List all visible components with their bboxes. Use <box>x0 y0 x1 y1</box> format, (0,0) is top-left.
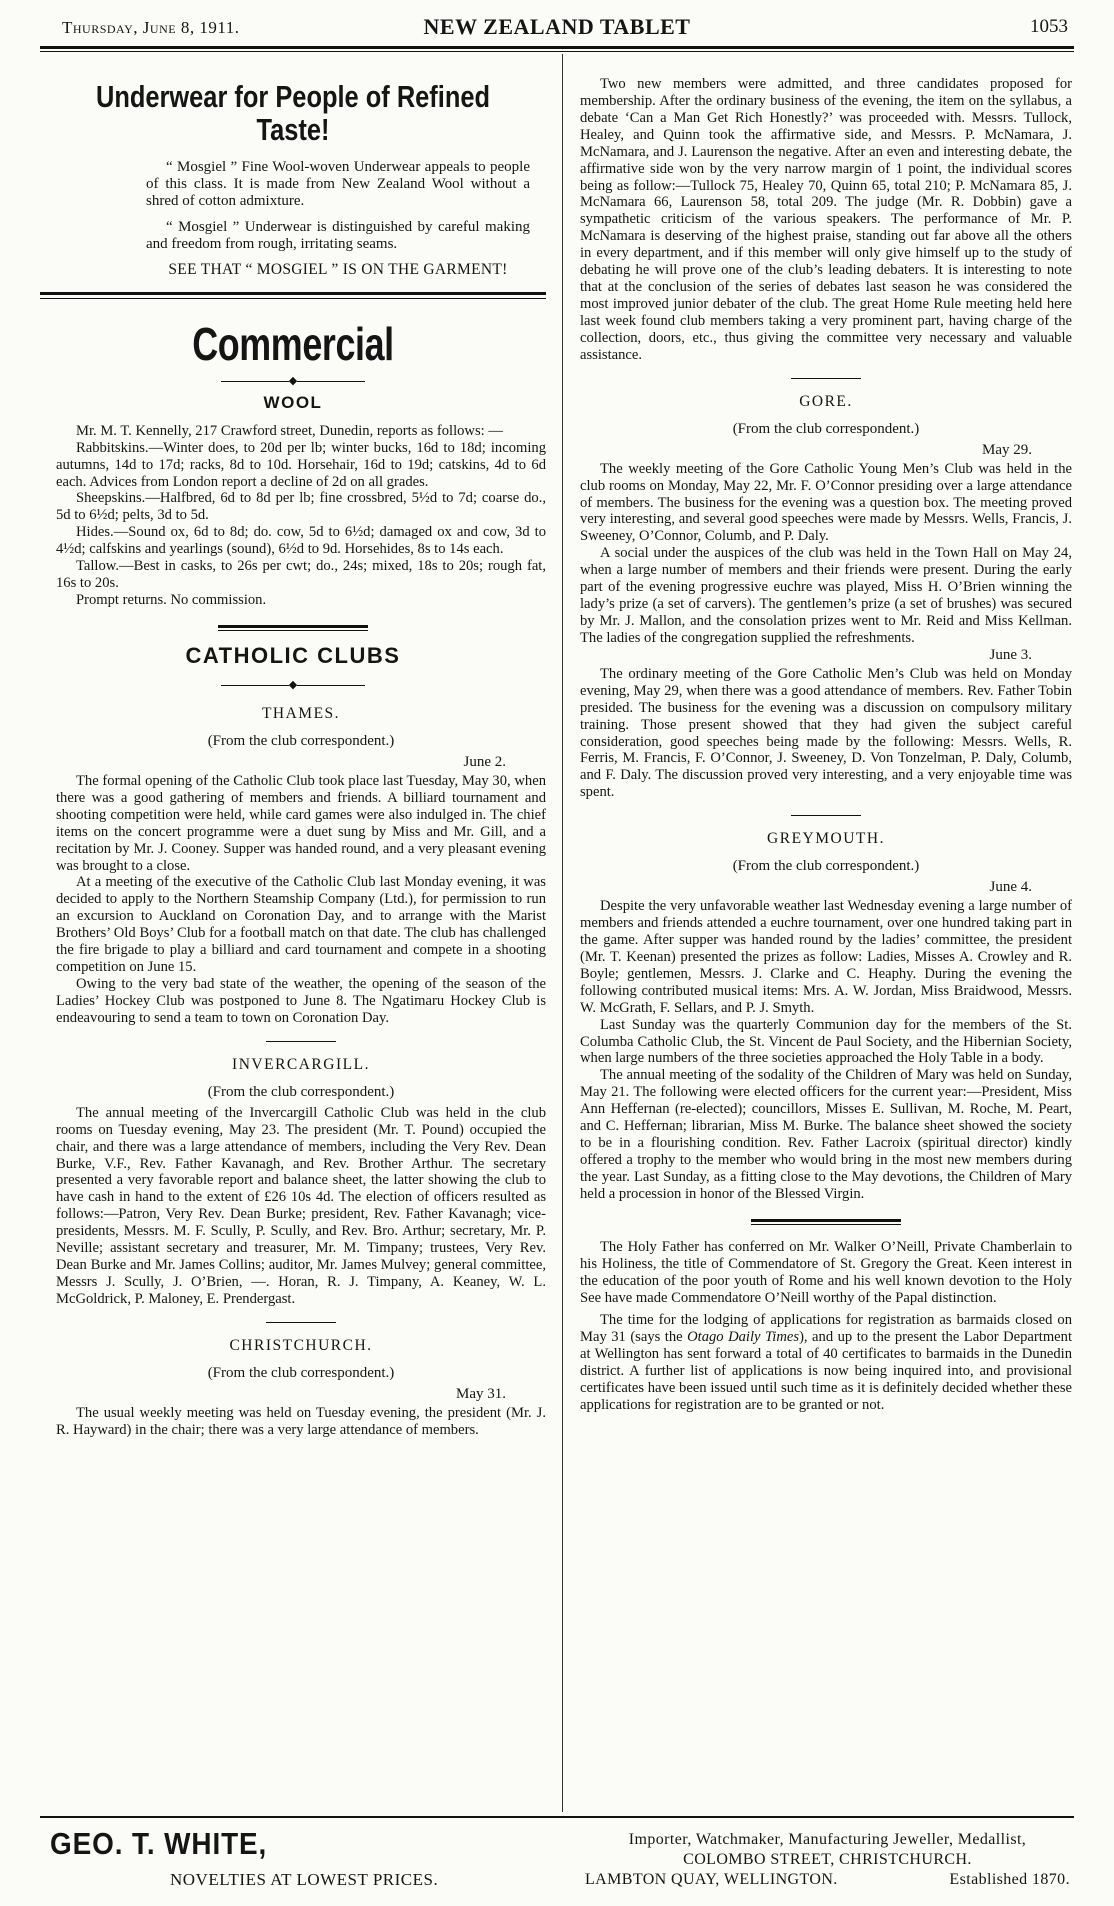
advert-paragraph: “ Mosgiel ” Underwear is distinguished by careful making and freedom from rough, irritating seams. <box>146 218 530 252</box>
article-paragraph: Owing to the very bad state of the weather, the opening of the season of the Ladies’ Hockey Club was postponed to June 8. The Ngatimaru Hockey Club is endeavouring to send a team to town on Coronation Day. <box>56 975 546 1026</box>
footer-line: Importer, Watchmaker, Manufacturing Jeweller, Medallist, <box>628 1831 1027 1848</box>
greymouth-section <box>580 830 1072 1203</box>
footer-wellington: LAMBTON QUAY, WELLINGTON. <box>585 1871 838 1888</box>
masthead-rule-thin <box>40 51 1074 52</box>
footer-address <box>585 1830 1070 1890</box>
wool-heading: WOOL <box>263 392 323 412</box>
article-paragraph: Despite the very unfavorable weather last Wednesday evening a large number of members and friends attended a euchre tournament, over one hundred taking part in the game. After supper was handed round by the ladies’ committee, the president (Mr. T. Keenan) presented the prizes as follow: Ladies, Misses A. Crowley and R. Boyle; gentlemen, Messrs. J. Clarke and C. Heaphy. During the evening the following contributed musical items: Mrs. A. W. Jordan, Miss Braidwood, Messrs. W. McGrath, F. Sellars, and P. J. Smyth. <box>580 898 1072 1016</box>
left-column <box>40 58 546 1439</box>
wool-prompt: Prompt returns. No commission. <box>76 592 267 608</box>
wool-tallow: Tallow.—Best in casks, to 26s per cwt; do., 24s; mixed, 18s to 20s; rough fat, 16s to 20s. <box>56 558 546 592</box>
article-paragraph: At a meeting of the executive of the Catholic Club last Monday evening, it was decided to apply to the Northern Steamship Company (Ltd.), for permission to run an excursion to Auckland on Coronation Day, and to arrange with the Marist Brothers’ Old Boys’ Club for a football match on that date. The club has challenged the fire brigade to play a billiard and card tournament and compete in a shooting competition on June 15. <box>56 874 546 976</box>
news-items <box>580 1239 1072 1414</box>
gore-section <box>580 393 1072 817</box>
masthead-date: Thursday, June 8, 1911. <box>62 18 240 37</box>
wool-hides: Hides.—Sound ox, 6d to 8d; do. cow, 5d to 6½d; damaged ox and cow, 3d to 4½d; calfskins and yearlings (sound), 6½d to 9d. Horsehides, 8s to 14s each. <box>56 524 546 558</box>
short-rule <box>791 815 861 816</box>
news-text: ), and up to the present the Labor Department at Wellington has sent forward a total of 40 certificates to barmaids in the Dunedin district. A further list of applications is now being inquired into, and provisional certificates have been issued until such time as it is definitely decided whether these applications for registration are to be granted or not. <box>580 1329 1073 1414</box>
article-paragraph: The weekly meeting of the Gore Catholic Young Men’s Club was held in the club rooms on Monday, May 22, Mr. F. O’Connor presiding over a large attendance of members. The business for the evening was a question box. The meeting proved very interesting, and several good speeches were made by Messrs. Wells, Francis, J. Sweeney, O’Connor, Columb, and P. Daly. <box>580 460 1072 545</box>
correspondent-line: (From the club correspondent.) <box>732 858 920 875</box>
wool-rabbitskins: Rabbitskins.—Winter does, to 20d per lb; winter bucks, 16d to 18d; incoming autumns, 14d to 17d; racks, 8d to 10d. Horsehair, 16d to 19d; catskins, 4d to 6d each. Advices from London report a decline of 2d on all grades. <box>56 439 546 490</box>
page-number: 1053 <box>1030 16 1068 37</box>
footer-established: Established 1870. <box>949 1871 1070 1888</box>
newspaper-page <box>40 8 1074 1898</box>
christchurch-section <box>40 1337 546 1439</box>
article-paragraph: A social under the auspices of the club was held in the Town Hall on May 24, when a large number of members and their friends were present. During the early part of the evening progressive euchre was played, Miss H. O’Brien winning the lady’s prize (a set of carvers). The gentlemen’s prize (a set of brushes) was secured by Mr. J. Mallon, and the consolation prizes went to Mr. Reid and Miss Kellman. The ladies of the congregation supplied the refreshments. <box>580 545 1072 646</box>
correspondent-line: (From the club correspondent.) <box>207 1083 395 1100</box>
dateline: June 4. <box>989 879 1032 896</box>
footer-rule <box>40 1816 1074 1818</box>
right-column <box>580 58 1072 1414</box>
wool-intro: Mr. M. T. Kennelly, 217 Crawford street, Dunedin, reports as follows: — <box>76 422 503 439</box>
section-rule <box>751 1219 901 1225</box>
footer-novelties: NOVELTIES AT LOWEST PRICES. <box>170 1870 439 1889</box>
footer-advertiser-name: GEO. T. WHITE, <box>50 1826 268 1861</box>
article-paragraph: Last Sunday was the quarterly Communion day for the members of the St. Columba Catholic Club, the St. Vincent de Paul Society, and the Hibernian Society, when large numbers of the three societies approached the Holy Table in a body. <box>580 1016 1072 1067</box>
section-rule <box>40 292 546 299</box>
dateline: May 29. <box>982 441 1032 458</box>
article-paragraph: The usual weekly meeting was held on Tuesday evening, the president (Mr. J. R. Hayward) in the chair; there was a very large attendance of members. <box>56 1404 546 1438</box>
section-rule <box>218 625 368 631</box>
footer-line <box>585 1870 1070 1890</box>
dateline: May 31. <box>456 1385 506 1402</box>
commercial-heading: Commercial <box>192 317 394 370</box>
footer-advert <box>40 1826 1074 1896</box>
article-paragraph: Two new members were admitted, and three candidates proposed for membership. After the ordinary business of the evening, the item on the syllabus, a debate ‘Can a Man Get Rich Honestly?’ was proceeded with. Messrs. Tullock, Healey, and Quinn took the affirmative side, and Messrs. P. McNamara, J. McNamara, and J. Laurenson the negative. After an even and interesting debate, the affirmative side won by the very narrow margin of 1 point, the individual scores being as follow:—Tullock 75, Healey 70, Quinn 65, total 210; P. McNamara 85, J. McNamara 66, Laurenson 58, total 209. The judge (Mr. R. Dobbin) gave a sympathetic criticism of the various speakers. The performance of Mr. P. McNamara is deserving of the highest praise, standing out far above all the others in every department, and if this member will only give himself up to the study of debating he will prove one of the club’s leading debaters. It is interesting to note that at the conclusion of the series of debates last season he was considered the most improved junior debater of the club. The great Home Rule meeting held here last week found club members taking a very prominent part, having charge of the collection, doors, etc., thus giving the committee very necessary and valuable assistance. <box>580 76 1072 363</box>
column-divider <box>562 54 563 1812</box>
article-paragraph: The formal opening of the Catholic Club took place last Tuesday, May 30, when there was a good gathering of members and friends. A billiard tournament and shooting competition were held, while card games were also indulged in. The chief items on the concert programme were a duet sung by Miss and Mr. Gill, and a recitation by Mr. J. Cooney. Supper was handed round, and a very pleasant evening was brought to a close. <box>56 772 546 874</box>
footer-line: COLOMBO STREET, CHRISTCHURCH. <box>683 1851 972 1868</box>
news-paragraph: The Holy Father has conferred on Mr. Walker O’Neill, Private Chamberlain to his Holiness, the title of Commendatore of St. Gregory the Great. Keen interest in the education of the poor youth of Rome and his well known devotion to the Holy See have made Commendatore O’Neill worthy of the Papal distinction. <box>580 1238 1072 1306</box>
catholic-clubs-heading: CATHOLIC CLUBS <box>185 642 401 668</box>
mosgiel-advert <box>40 80 546 280</box>
masthead-rule <box>40 46 1074 49</box>
correspondent-line: (From the club correspondent.) <box>207 1364 395 1381</box>
advert-heading: Underwear for People of Refined Taste! <box>95 79 491 148</box>
ornament-divider: ◆ <box>40 679 546 691</box>
news-source: Otago Daily Times <box>687 1329 800 1346</box>
correspondent-line: (From the club correspondent.) <box>207 732 395 749</box>
news-paragraph <box>580 1312 1072 1414</box>
section-title: GREYMOUTH. <box>767 830 885 848</box>
article-paragraph: The annual meeting of the Invercargill Catholic Club was held in the club rooms on Tuesday evening, May 23. The president (Mr. T. Pound) occupied the chair, and there was a large attendance of members, including the Very Rev. Dean Burke, V.F., Rev. Father Kavanagh, and Rev. Brother Arthur. The secretary presented a very favorable report and balance sheet, the latter showing the club to have cash in hand to the extent of £26 10s 4d. The election of officers resulted as follows:—Patron, Very Rev. Dean Burke; president, Rev. Father Kavanagh; vice-presidents, Messrs. M. F. Scully, P. Scully, and Rev. Bro. Arthur; secretary, Mr. P. Neville; assistant secretary and treasurer, Mr. M. Timpany; trustees, Very Rev. Dean Burke and Mr. James Collins; auditor, Mr. James Mulvey; general committee, Messrs J. Scully, J. O’Brien, —. Horan, R. J. Timpany, A. Keaney, W. L. McGoldrick, P. Maloney, E. Prendergast. <box>56 1104 546 1307</box>
dateline: June 3. <box>989 646 1032 663</box>
correspondent-line: (From the club correspondent.) <box>732 420 920 437</box>
ornament-divider: ◆ <box>40 375 546 387</box>
section-title: INVERCARGILL. <box>232 1055 370 1073</box>
section-title: THAMES. <box>261 704 341 722</box>
wool-sheepskins: Sheepskins.—Halfbred, 6d to 8d per lb; fine crossbred, 5½d to 7d; coarse do., 5d to 6½d; pelts, 3d to 5d. <box>56 490 546 524</box>
article-paragraph: The ordinary meeting of the Gore Catholic Men’s Club was held on Monday evening, May 29, when there was a good attendance of members. Rev. Father Tobin presided. The business for the evening was a discussion on compulsory military training. Those present showed that they had given the subject careful consideration, good speeches being made by the following: Messrs. Wells, R. Ferris, M. Francis, F. O’Connor, J. Sweeney, D. Von Tonzelman, P. Daly, Columb, and F. Daly. The discussion proved very interesting, and a very enjoyable time was spent. <box>580 665 1072 801</box>
invercargill-section <box>40 1056 546 1323</box>
dateline: June 2. <box>463 753 506 770</box>
short-rule <box>791 378 861 379</box>
advert-tagline: SEE THAT “ MOSGIEL ” IS ON THE GARMENT! <box>168 261 508 279</box>
news-text: The time for the lodging of applications for registration as barmaids closed on May 31 (says the <box>580 1312 1072 1346</box>
masthead <box>40 14 1074 46</box>
thames-section <box>40 705 546 1042</box>
masthead-title: NEW ZEALAND TABLET <box>423 14 691 39</box>
section-title: GORE. <box>799 392 853 410</box>
advert-paragraph: “ Mosgiel ” Fine Wool-woven Underwear appeals to people of this class. It is made from New Zealand Wool without a shred of cotton admixture. <box>146 158 530 210</box>
section-title: CHRISTCHURCH. <box>229 1336 373 1354</box>
short-rule <box>266 1041 336 1042</box>
article-paragraph: The annual meeting of the sodality of the Children of Mary was held on Sunday, May 21. The following were elected officers for the current year:—President, Miss Ann Heffernan (re-elected); councillors, Misses E. Sullivan, M. Roche, M. Peart, and C. Heffernan; librarian, Miss M. Burke. The balance sheet showed the society to be in a flourishing condition. Rev. Father Lacroix (spiritual director) kindly offered a trophy to the member who would bring in the most new members during the year. Last Sunday, as a fitting close to the May devotions, the Children of Mary held a procession in honor of the Blessed Virgin. <box>580 1067 1072 1202</box>
short-rule <box>266 1322 336 1323</box>
